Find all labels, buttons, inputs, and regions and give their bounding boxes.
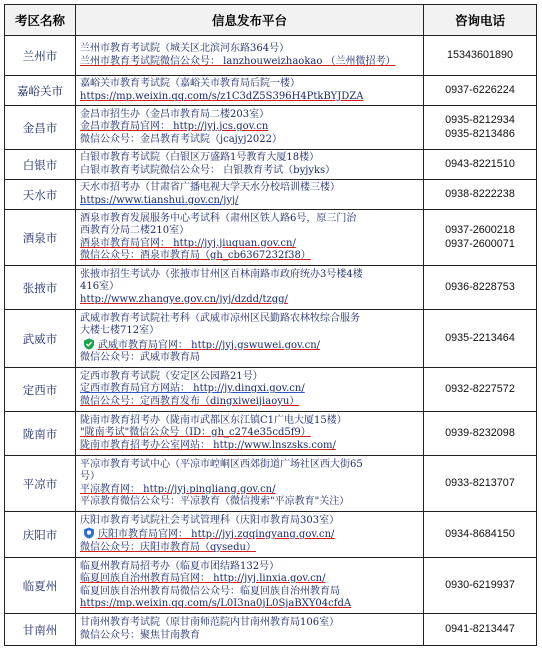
link-line[interactable]: https://www.tianshui.gov.cn/jyj/ — [80, 194, 239, 206]
phone-number: 15343601890 — [446, 48, 514, 61]
link-line[interactable]: 临夏回族自治州教育局官网： http://jyj.linxia.gov.cn/ — [80, 573, 326, 584]
info-line: 临夏州教育局招考办（临夏市团结路132号） — [80, 560, 280, 572]
info-line-with-icon — [80, 338, 419, 353]
city-name: 金昌市 — [5, 106, 76, 150]
info-line: 兰州市教育考试院（城关区北滨河东路364号） — [80, 43, 290, 54]
info-line: 平凉教育微信公众号：平凉教育（微信搜索"平凉教育"关注） — [80, 496, 350, 507]
info-line: 微信公众号：金昌教育考试院（jcajyj2022） — [80, 133, 282, 145]
info-line: 白银市教育考试院（白银区万盛路1号教育大厦18楼） — [80, 152, 320, 163]
table-header-row — [5, 5, 537, 36]
info-line: 定西市教育考试院（安定区公园路21号） — [80, 370, 263, 382]
link-line[interactable]: 金昌市教育局官网： http://jyj.jcs.gov.cn — [80, 121, 269, 133]
city-name: 酒泉市 — [5, 210, 76, 266]
platform-info — [76, 150, 424, 180]
city-name: 兰州市 — [5, 36, 76, 76]
phone-number: 0935-2213464 — [445, 331, 515, 344]
platform-info — [76, 210, 424, 266]
table-row — [5, 512, 537, 558]
phone-number: 0941-8213447 — [445, 622, 515, 635]
info-line: 兰州市教育考试院微信公众号： lanzhouweizhaokao （兰州微招考） — [80, 55, 396, 67]
table-row — [5, 76, 537, 106]
city-name: 天水市 — [5, 180, 76, 210]
city-name: 定西市 — [5, 368, 76, 412]
info-line: 临夏回族自治州教育局微信公众号：临夏回族自治州教育局 — [80, 585, 340, 597]
table-row — [5, 368, 537, 412]
info-table-wrapper — [4, 4, 536, 646]
info-line: 416室） — [80, 281, 120, 293]
table-row — [5, 614, 537, 646]
info-line: 庆阳市教育考试院社会考试管理科（庆阳市教育局303室） — [80, 514, 340, 526]
platform-info — [76, 368, 424, 412]
city-name: 武威市 — [5, 310, 76, 368]
table-row — [5, 310, 537, 368]
phone-cell — [424, 456, 537, 512]
city-name: 白银市 — [5, 150, 76, 180]
info-line: 金昌市招生办（金昌市教育局二楼203室） — [80, 108, 270, 120]
table-row — [5, 210, 537, 266]
table-row — [5, 106, 537, 150]
link-line[interactable]: 庆阳市教育局官网： http://jyj.zgqingyang.gov.cn/ — [98, 529, 335, 541]
header-city: 考区名称 — [5, 5, 76, 36]
phone-cell — [424, 266, 537, 310]
phone-number: 0937-2600218 — [445, 224, 515, 236]
platform-info — [76, 512, 424, 558]
link-line[interactable]: 酒泉市教育局官网： http://jyj.jiuquan.gov.cn/ — [80, 237, 296, 249]
phone-cell — [424, 76, 537, 106]
phone-cell — [424, 412, 537, 456]
link-line[interactable]: 陇南市教育招考办公室网站： http://www.lnszsks.com/ — [80, 439, 336, 451]
info-line: 微信公众号：庆阳市教育局（qysedu） — [80, 541, 256, 553]
phone-cell — [424, 614, 537, 646]
phone-number: 0934-8684150 — [445, 527, 515, 540]
link-line[interactable]: http://www.zhangye.gov.cn/jyj/dzdd/tzgg/ — [80, 293, 288, 305]
city-name: 甘南州 — [5, 614, 76, 646]
link-line[interactable]: https://mp.weixin.qq.com/s/L0I3na0jL0SjaBXY04cfdA — [80, 598, 352, 609]
phone-cell — [424, 36, 537, 76]
phone-number: 0937-2600071 — [445, 237, 515, 250]
table-row — [5, 36, 537, 76]
platform-info — [76, 36, 424, 76]
platform-info — [76, 614, 424, 646]
table-row — [5, 180, 537, 210]
link-line[interactable]: 平凉教育网： http://jyj.pingliang.gov.cn/ — [80, 483, 276, 495]
info-line: 嘉峪关市教育考试院（嘉峪关市教育局后院一楼） — [80, 78, 300, 89]
table-row — [5, 266, 537, 310]
link-line[interactable]: 定西市教育局官方网站： http://jy.dingxi.gov.cn/ — [80, 383, 305, 395]
phone-number: 0943-8221510 — [445, 157, 515, 170]
info-line: 微信公众号：酒泉市教育局（gh_cb6367232f38） — [80, 250, 311, 261]
phone-number: 0935-8212934 — [445, 114, 515, 126]
info-line: 武威市教育考试院社考科（武威市凉州区民勤路农林牧综合服务 — [80, 312, 360, 324]
info-line: 大楼七楼712室） — [80, 325, 160, 336]
info-line: 西教育分局二楼210室） — [80, 225, 190, 236]
info-line: 微信公众号：定西教育发布（dingxiweijiaoyu） — [80, 395, 300, 407]
info-line-with-icon — [80, 527, 419, 542]
phone-number: 0932-8227572 — [445, 382, 515, 395]
info-line: 微信公众号：聚焦甘南教育 — [80, 629, 200, 641]
phone-cell — [424, 106, 537, 150]
phone-number: 0937-6226224 — [445, 83, 515, 96]
city-name: 平凉市 — [5, 456, 76, 512]
link-line[interactable]: https://mp.weixin.qq.com/s/z1C3dZ5S396H4PtkBYJDZA — [80, 90, 364, 102]
phone-cell — [424, 512, 537, 558]
info-line: "陇南考试"微信公众号（ID：gh_c274e35cd5f9） — [80, 427, 311, 439]
phone-cell — [424, 180, 537, 210]
phone-cell — [424, 558, 537, 614]
info-line: 天水市招考办（甘肃省广播电视大学天水分校培训楼三楼） — [80, 182, 340, 193]
platform-info — [76, 558, 424, 614]
platform-info — [76, 310, 424, 368]
phone-cell — [424, 368, 537, 412]
info-line: 白银市教育考试院微信公众号： 白银教育考试（byjyks） — [80, 164, 336, 176]
header-phone: 咨询电话 — [424, 5, 537, 36]
shield-badge-icon — [83, 527, 95, 539]
phone-number: 0930-6219937 — [445, 578, 515, 591]
platform-info — [76, 266, 424, 310]
phone-number: 0935-8213486 — [445, 127, 515, 140]
platform-info — [76, 456, 424, 512]
info-line: 酒泉市教育发展服务中心考试科（肃州区铁人路6号，原三门治 — [80, 212, 357, 224]
platform-info — [76, 106, 424, 150]
phone-cell — [424, 310, 537, 368]
shield-check-icon — [83, 338, 95, 350]
city-name: 嘉峪关市 — [5, 76, 76, 106]
city-name: 张掖市 — [5, 266, 76, 310]
phone-number: 0936-8228753 — [445, 280, 515, 293]
info-line: 微信公众号：武威市教育局 — [80, 352, 200, 363]
info-line: 平凉市教育考试中心（平凉市崆峒区西郊街道广场社区西大街65 — [80, 458, 363, 470]
phone-number: 0938-8222238 — [445, 187, 515, 200]
phone-number: 0939-8232098 — [445, 426, 515, 439]
platform-info — [76, 412, 424, 456]
table-row — [5, 558, 537, 614]
city-name: 临夏州 — [5, 558, 76, 614]
city-name: 陇南市 — [5, 412, 76, 456]
info-line: 甘南州教育考试院（原甘南师范院内甘南州教育局106室） — [80, 617, 340, 628]
info-line: 张掖市招生考试办（张掖市甘州区百林南路市政府统办3号楼4楼 — [80, 268, 363, 280]
info-line: 号） — [80, 471, 100, 482]
phone-cell — [424, 150, 537, 180]
link-line[interactable]: 武威市教育局官网： http://jyj.gswuwei.gov.cn/ — [98, 339, 321, 351]
exam-info-table — [4, 4, 537, 646]
phone-number: 0933-8213707 — [445, 476, 515, 489]
phone-cell — [424, 210, 537, 266]
info-line: 陇南市教育招考办（陇南市武都区东江镇C1广电大厦15楼） — [80, 414, 347, 426]
table-row — [5, 412, 537, 456]
table-row — [5, 456, 537, 512]
platform-info — [76, 180, 424, 210]
header-platform: 信息发布平台 — [76, 5, 424, 36]
city-name: 庆阳市 — [5, 512, 76, 558]
table-row — [5, 150, 537, 180]
platform-info — [76, 76, 424, 106]
